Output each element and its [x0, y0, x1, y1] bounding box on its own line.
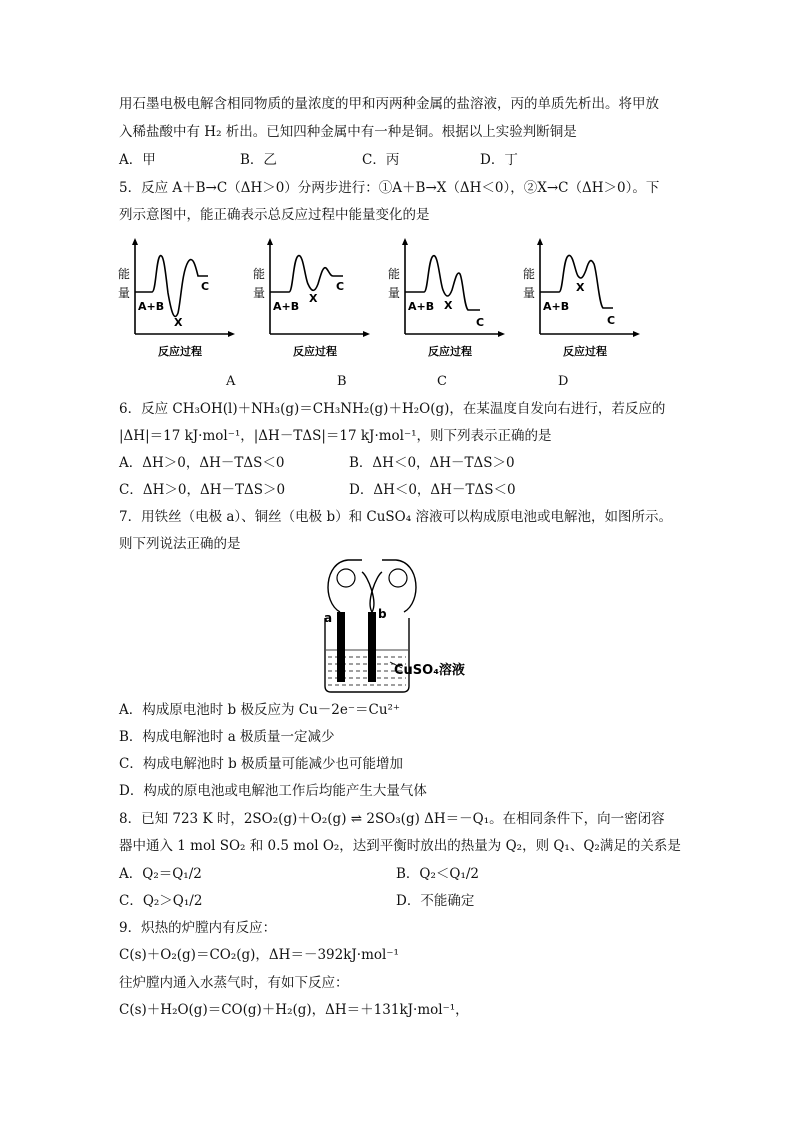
q8-option-b: B．Q₂＜Q₁/2 — [396, 866, 480, 882]
q7-option-d: D．构成的原电池或电解池工作后均能产生大量气体 — [119, 783, 427, 799]
svg-text:C: C — [336, 280, 345, 293]
q5-line2: 列示意图中，能正确表示总反应过程中能量变化的是 — [119, 207, 430, 223]
q7-option-a: A．构成原电池时 b 极反应为 Cu－2e⁻＝Cu²⁺ — [119, 702, 401, 718]
electrochemical-cell-figure — [318, 556, 488, 696]
q6-line1: 6．反应 CH₃OH(l)＋NH₃(g)＝CH₃NH₂(g)＋H₂O(g)，在某温度自发向右进行，若反应的 — [119, 401, 666, 417]
q6-option-c: C．ΔH＞0，ΔH－TΔS＞0 — [119, 482, 286, 498]
svg-text:量: 量 — [118, 286, 131, 300]
q8-option-d: D．不能确定 — [396, 893, 475, 909]
q7-line2: 则下列说法正确的是 — [119, 536, 241, 552]
svg-text:A+B: A+B — [408, 300, 435, 313]
svg-text:能: 能 — [118, 267, 131, 281]
q8-option-c: C．Q₂＞Q₁/2 — [119, 893, 203, 909]
svg-text:C: C — [476, 316, 485, 329]
q4-option-c: C．丙 — [362, 152, 400, 168]
svg-text:b: b — [378, 607, 387, 621]
svg-text:C: C — [201, 280, 210, 293]
svg-text:X: X — [444, 299, 453, 312]
q4-option-b: B．乙 — [240, 152, 277, 168]
q7-line1: 7．用铁丝（电极 a）、铜丝（电极 b）和 CuSO₄ 溶液可以构成原电池或电解池，如图所示。 — [119, 509, 672, 525]
q6-option-a: A．ΔH＞0，ΔH－TΔS＜0 — [119, 455, 285, 471]
q7-option-b: B．构成电解池时 a 极质量一定减少 — [119, 729, 335, 745]
q8-line2: 器中通入 1 mol SO₂ 和 0.5 mol O₂，达到平衡时放出的热量为 Q₂，则 Q₁、Q₂满足的关系是 — [119, 838, 681, 854]
q9-line2: C(s)＋O₂(g)＝CO₂(g)，ΔH＝－392kJ·mol⁻¹ — [119, 947, 399, 963]
svg-text:能: 能 — [388, 267, 401, 281]
svg-text:反应过程: 反应过程 — [158, 345, 202, 358]
svg-text:量: 量 — [388, 286, 401, 300]
energy-diagram-b — [253, 238, 371, 360]
svg-text:能: 能 — [253, 267, 266, 281]
q6-option-b: B．ΔH＜0，ΔH－TΔS＞0 — [349, 455, 515, 471]
energy-diagram-a — [118, 238, 236, 360]
svg-text:CuSO₄溶液: CuSO₄溶液 — [394, 663, 465, 678]
svg-text:量: 量 — [253, 286, 266, 300]
q4-line2: 入稀盐酸中有 H₂ 析出。已知四种金属中有一种是铜。根据以上实验判断铜是 — [119, 124, 577, 140]
diagram-label-c: C — [437, 374, 447, 389]
svg-text:反应过程: 反应过程 — [563, 345, 607, 358]
svg-text:A+B: A+B — [138, 300, 165, 313]
q9-line4: C(s)＋H₂O(g)＝CO(g)＋H₂(g)，ΔH＝＋131kJ·mol⁻¹， — [119, 1002, 469, 1018]
svg-text:反应过程: 反应过程 — [428, 345, 472, 358]
svg-text:X: X — [576, 281, 585, 294]
svg-text:能: 能 — [523, 267, 536, 281]
q9-line3: 往炉膛内通入水蒸气时，有如下反应： — [119, 975, 349, 991]
svg-text:C: C — [607, 314, 616, 327]
svg-text:反应过程: 反应过程 — [293, 345, 337, 358]
svg-text:A+B: A+B — [543, 300, 570, 313]
q9-line1: 9．炽热的炉膛内有反应： — [119, 920, 277, 936]
q4-option-a: A．甲 — [119, 152, 156, 168]
diagram-label-b: B — [337, 374, 347, 389]
q6-option-d: D．ΔH＜0，ΔH－TΔS＜0 — [349, 482, 516, 498]
energy-diagram-c — [388, 238, 506, 360]
q5-line1: 5．反应 A＋B→C（ΔH＞0）分两步进行：①A＋B→X（ΔH＜0），②X→C（ΔH＞0）。下 — [119, 180, 660, 196]
svg-text:X: X — [309, 292, 318, 305]
diagram-label-a: A — [226, 374, 236, 389]
q6-line2: |ΔH|＝17 kJ·mol⁻¹，|ΔH－TΔS|＝17 kJ·mol⁻¹，则下列表示正确的是 — [119, 428, 552, 444]
q4-line1: 用石墨电极电解含相同物质的量浓度的甲和丙两种金属的盐溶液，丙的单质先析出。将甲放 — [119, 96, 659, 112]
energy-diagram-d — [523, 238, 641, 360]
diagram-label-d: D — [558, 374, 569, 389]
q4-option-d: D．丁 — [480, 152, 518, 168]
svg-text:量: 量 — [523, 286, 536, 300]
q7-option-c: C．构成电解池时 b 极质量可能减少也可能增加 — [119, 756, 404, 772]
svg-text:a: a — [324, 611, 333, 625]
svg-text:A+B: A+B — [273, 300, 300, 313]
q8-option-a: A．Q₂＝Q₁/2 — [119, 866, 202, 882]
svg-text:X: X — [174, 316, 183, 329]
q8-line1: 8．已知 723 K 时，2SO₂(g)＋O₂(g) ⇌ 2SO₃(g) ΔH＝－Q₁。在相同条件下，向一密闭容 — [119, 811, 665, 827]
